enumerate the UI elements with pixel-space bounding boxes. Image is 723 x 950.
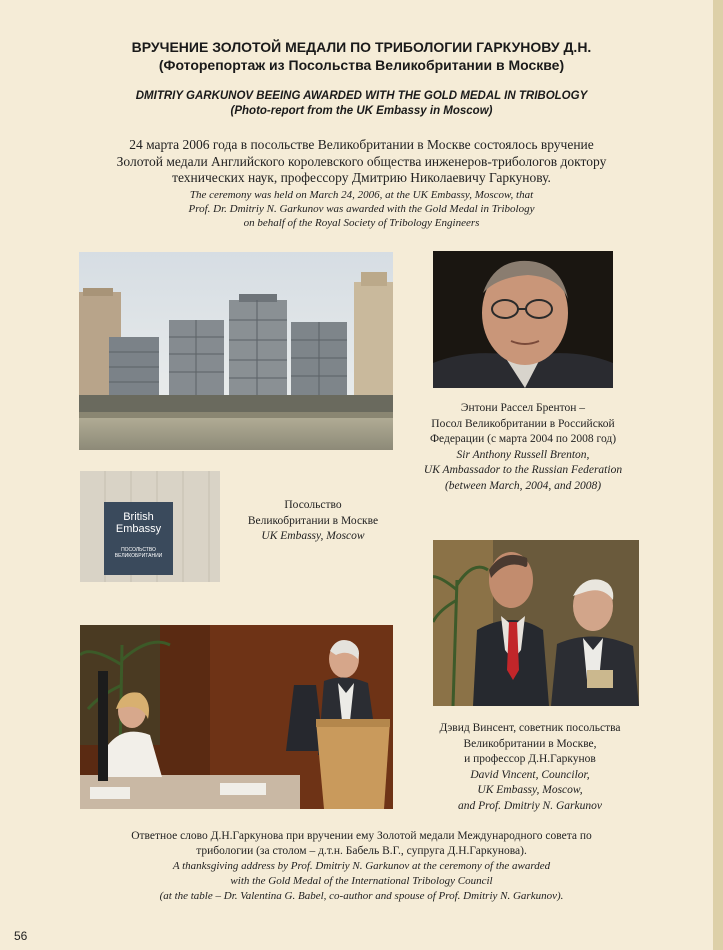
intro-english: The ceremony was held on March 24, 2006, at the UK Embassy, Moscow, that Prof. Dr. Dmitriy N. Garkunov was awarded with the Gold Medal in Tribology on behalf of the Royal Society of Tribology Engineers	[188, 189, 535, 229]
page-number: 56	[14, 929, 28, 943]
caption-embassy: Посольство Великобритании в Москве UK Embassy, Moscow	[247, 499, 379, 542]
caption-speech: Ответное слово Д.Н.Гаркунова при вручении ему Золотой медали Международного совета по трибологии (за столом – д.т.н. Бабель В.Г., супруга Д.Н.Гаркунова). A thanksgiving address by Prof. Dmitriy N. Garkunov at the ceremony of the awarded with the Gold Medal of the International Tribology Council (at the table – Dr. Valentina G. Babel, co-author and spouse of Prof. Dmitriy N. Garkunov).	[131, 830, 592, 902]
page-edge-band	[713, 0, 723, 950]
caption-councilor: Дэвид Винсент, советник посольства Великобритании в Москве, и профессор Д.Н.Гаркунов David Vincent, Councilor, UK Embassy, Moscow, and Prof. Dmitriy N. Garkunov	[439, 722, 621, 812]
caption-ambassador: Энтони Рассел Брентон – Посол Великобритании в Российской Федерации (с марта 2004 по 2008 год) Sir Anthony Russell Brenton, UK Ambassador to the Russian Federation (between March, 2004, and 2008)	[423, 402, 623, 492]
photo-councilor-and-professor	[433, 540, 639, 706]
intro-russian: 24 марта 2006 года в посольстве Великобритании в Москве состоялось вручение Золотой медали Английского королевского общества инженеров-трибологов доктору технических наук, профессору Дмитрию Николаевичу Гаркунову.	[116, 137, 607, 185]
title-english: DMITRIY GARKUNOV BEEING AWARDED WITH THE GOLD MEDAL IN TRIBOLOGY (Photo-report from the UK Embassy in Moscow)	[135, 90, 588, 117]
photo-embassy-sign	[80, 471, 220, 582]
photo-ambassador-portrait	[433, 251, 613, 388]
photo-speech-podium	[80, 625, 393, 809]
title-russian: ВРУЧЕНИЕ ЗОЛОТОЙ МЕДАЛИ ПО ТРИБОЛОГИИ ГАРКУНОВУ Д.Н. (Фоторепортаж из Посольства Великобритании в Москве)	[131, 39, 592, 73]
embassy-sign-plate: British Embassy ПОСОЛЬСТВО ВЕЛИКОБРИТАНИИ	[104, 502, 173, 575]
photo-embassy-building	[79, 252, 393, 450]
